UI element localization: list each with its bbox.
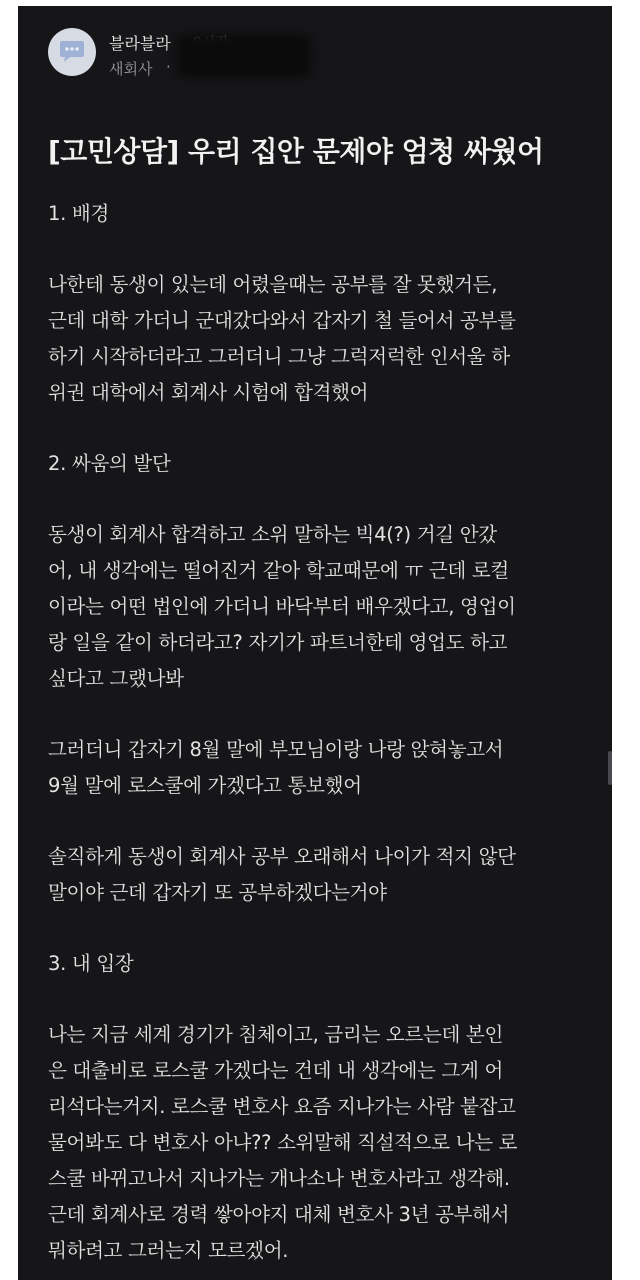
body-line: 은 대출비로 로스쿨 가겠다는 건데 내 생각에는 그게 어: [48, 1059, 504, 1082]
author-company: 새회사: [109, 60, 153, 78]
post-body: [48, 196, 588, 1269]
body-line: 솔직하게 동생이 회계사 공부 오래해서 나이가 적지 않단: [48, 845, 516, 868]
section-heading: 2. 싸움의 발단: [48, 452, 171, 475]
body-line: 9월 말에 로스쿨에 가겠다고 통보했어: [48, 774, 362, 797]
post-title: [고민상담] 우리 집안 문제야 엄청 싸웠어: [48, 135, 544, 168]
body-line: 뭐하려고 그러는지 모르겠어.: [48, 1239, 289, 1262]
body-line: 리석다는거지. 로스쿨 변호사 요즘 지나가는 사람 붙잡고: [48, 1095, 516, 1118]
body-line: 근데 대학 가더니 군대갔다와서 갑자기 철 들어서 공부를: [48, 309, 516, 332]
body-line: 물어봐도 다 변호사 아냐?? 소위말해 직설적으로 나는 로: [48, 1131, 518, 1154]
body-line: 위권 대학에서 회계사 시험에 합격했어: [48, 381, 369, 404]
body-line: 하기 시작하더라고 그러더니 그냥 그럭저럭한 인서울 하: [48, 345, 510, 368]
body-line: 근데 회계사로 경력 쌓아야지 대체 변호사 3년 공부해서: [48, 1203, 510, 1226]
body-line: 그러더니 갑자기 8월 말에 부모님이랑 나랑 앉혀놓고서: [48, 738, 504, 761]
chat-bubble-icon: [58, 39, 86, 65]
post-screen: [18, 6, 612, 1280]
avatar[interactable]: [48, 28, 96, 76]
body-line: 이라는 어떤 법인에 가더니 바닥부터 배우겠다고, 영업이: [48, 595, 516, 618]
body-line: 어, 내 생각에는 떨어진거 같아 학교때문에 ㅠ 근데 로컬: [48, 559, 509, 582]
body-line: 싶다고 그랬나봐: [48, 667, 184, 690]
post-header: [48, 28, 588, 84]
body-line: 나한테 동생이 있는데 어렸을때는 공부를 잘 못했거든,: [48, 273, 498, 296]
section-heading: 3. 내 입장: [48, 952, 134, 975]
body-line: 랑 일을 같이 하더라고? 자기가 파트너한테 영업도 하고: [48, 631, 508, 654]
separator-dot: ·: [166, 58, 171, 76]
body-line: 말이야 근데 갑자기 또 공부하겠다는거야: [48, 881, 387, 904]
section-heading: 1. 배경: [48, 202, 109, 225]
body-line: 동생이 회계사 합격하고 소위 말하는 빅4(?) 거길 안갔: [48, 523, 497, 546]
redaction-blur: [176, 34, 312, 78]
body-line: 나는 지금 세계 경기가 침체이고, 금리는 오르는데 본인: [48, 1023, 504, 1046]
body-line: 스쿨 바뀌고나서 지나가는 개나소나 변호사라고 생각해.: [48, 1167, 510, 1190]
author-name[interactable]: 블라블라: [109, 34, 171, 53]
scrollbar-thumb[interactable]: [608, 751, 612, 785]
